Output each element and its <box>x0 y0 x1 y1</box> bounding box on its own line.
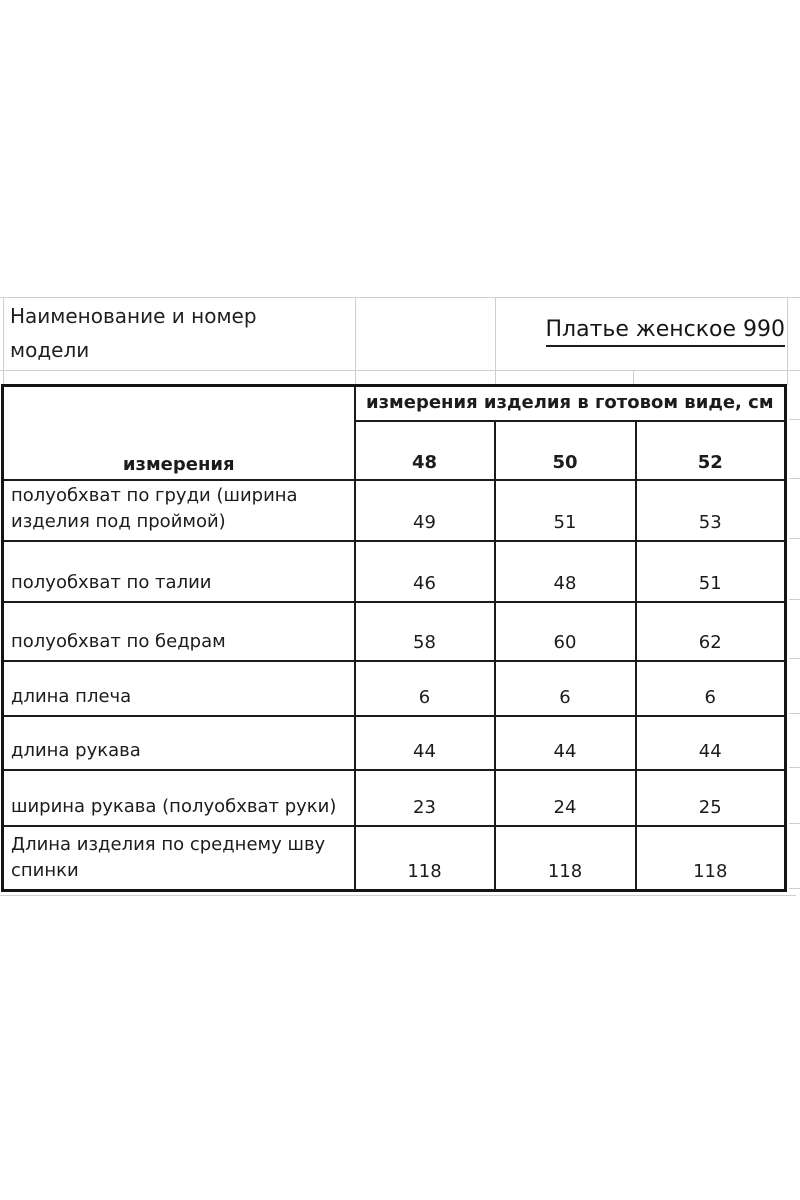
row-label: Длина изделия по среднему шву спинки <box>3 826 355 891</box>
model-name-header: Наименование и номер модели <box>10 304 257 362</box>
value-cell: 44 <box>636 716 786 770</box>
value-cell: 118 <box>636 826 786 891</box>
row-label: ширина рукава (полуобхват руки) <box>3 770 355 826</box>
product-title-text: Платье женское 990 <box>546 317 786 347</box>
value-cell: 46 <box>355 541 495 602</box>
table-title-cell: измерения изделия в готовом виде, см <box>355 386 786 421</box>
gridline <box>789 658 800 659</box>
table-row <box>3 480 786 541</box>
value-cell: 53 <box>636 480 786 541</box>
value-cell: 60 <box>495 602 636 661</box>
row-label: полуобхват по бедрам <box>3 602 355 661</box>
gridline <box>789 419 800 420</box>
gridline <box>789 599 800 600</box>
table-row <box>3 661 786 716</box>
size-col-48: 48 <box>355 421 495 480</box>
value-cell: 6 <box>495 661 636 716</box>
row-label: длина рукава <box>3 716 355 770</box>
value-cell: 44 <box>355 716 495 770</box>
gridline <box>787 297 788 385</box>
gridline <box>789 478 800 479</box>
value-cell: 62 <box>636 602 786 661</box>
table-header-row <box>3 386 786 421</box>
value-cell: 25 <box>636 770 786 826</box>
table-row <box>3 770 786 826</box>
gridline <box>789 538 800 539</box>
table-row <box>3 826 786 891</box>
product-title <box>395 316 785 344</box>
value-cell: 118 <box>495 826 636 891</box>
table-row <box>3 541 786 602</box>
value-cell: 51 <box>495 480 636 541</box>
table-row <box>3 602 786 661</box>
value-cell: 23 <box>355 770 495 826</box>
value-cell: 118 <box>355 826 495 891</box>
gridline <box>789 823 800 824</box>
row-label: полуобхват по груди (ширина изделия под проймой) <box>3 480 355 541</box>
value-cell: 51 <box>636 541 786 602</box>
value-cell: 6 <box>355 661 495 716</box>
gridline <box>0 297 800 298</box>
gridline <box>0 370 800 371</box>
value-cell: 24 <box>495 770 636 826</box>
gridline <box>355 297 356 385</box>
row-label: полуобхват по талии <box>3 541 355 602</box>
value-cell: 44 <box>495 716 636 770</box>
row-label: длина плеча <box>3 661 355 716</box>
measurements-column-header: измерения <box>3 386 355 480</box>
gridline <box>789 888 800 889</box>
value-cell: 6 <box>636 661 786 716</box>
gridline <box>633 370 634 385</box>
size-col-50: 50 <box>495 421 636 480</box>
gridline <box>3 297 4 385</box>
value-cell: 58 <box>355 602 495 661</box>
gridline <box>0 895 796 896</box>
size-col-52: 52 <box>636 421 786 480</box>
value-cell: 49 <box>355 480 495 541</box>
gridline <box>789 713 800 714</box>
table-row <box>3 716 786 770</box>
value-cell: 48 <box>495 541 636 602</box>
size-table <box>1 384 787 892</box>
gridline <box>789 767 800 768</box>
